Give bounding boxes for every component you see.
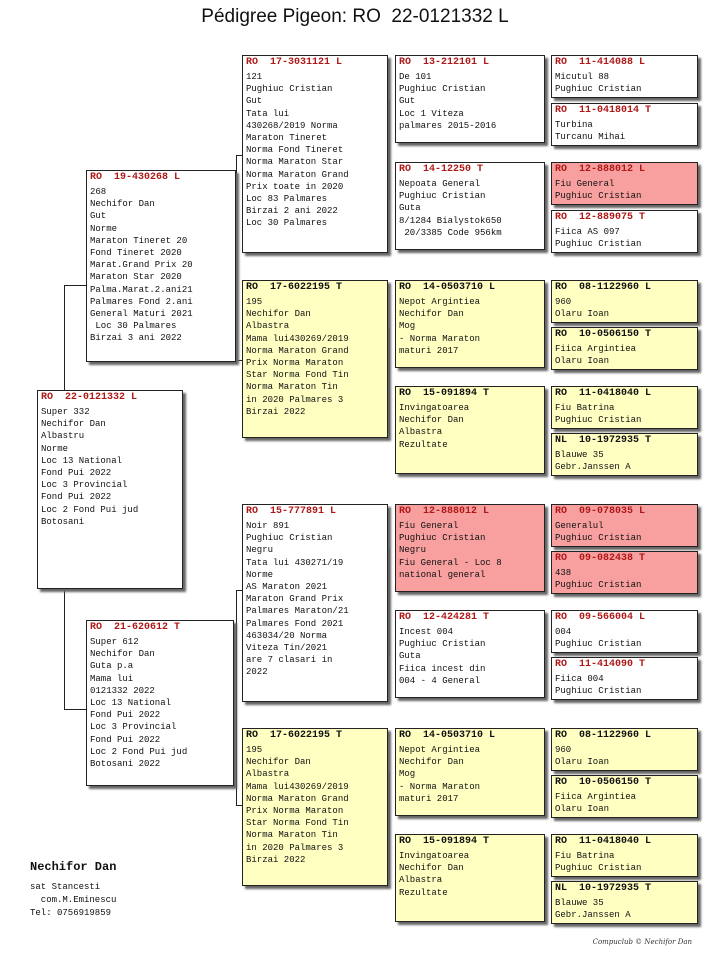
- ring-number: RO 08-1122960 L: [555, 730, 652, 741]
- ring-number: RO 09-078035 L: [555, 506, 646, 517]
- ring-number: RO 11-414088 L: [555, 57, 646, 68]
- info-line: Pughiuc Cristian: [555, 239, 642, 250]
- info-line: Prix Norma Maraton: [246, 806, 344, 817]
- ring-number: RO 15-091894 T: [399, 388, 490, 399]
- info-line: Norme: [41, 443, 69, 454]
- info-line: 195: [246, 297, 263, 307]
- ring-number: RO 14-12250 T: [399, 164, 484, 175]
- info-line: Birzai 2022: [246, 854, 306, 865]
- subject-pigeon-box[interactable]: [37, 390, 183, 589]
- info-line: Fond Pui 2022: [90, 710, 161, 721]
- ring-number: RO 09-082438 T: [555, 553, 646, 564]
- info-line: De 101: [399, 72, 432, 82]
- info-line: Loc 3 Provincial: [41, 480, 128, 491]
- ancestor-box-gen4[interactable]: [551, 55, 698, 98]
- ancestor-box-gen4[interactable]: [551, 551, 698, 594]
- ancestor-box-gen3[interactable]: [395, 728, 545, 816]
- info-line: Norma Maraton Star: [246, 157, 344, 168]
- dam-dam-box[interactable]: [242, 728, 388, 886]
- info-line: Pughiuc Cristian: [555, 863, 642, 874]
- ring-number: RO 11-414090 T: [555, 659, 646, 670]
- info-line: Mama lui: [90, 673, 134, 684]
- info-line: Maraton Tineret 20: [90, 235, 188, 246]
- info-line: Guta: [399, 651, 421, 662]
- info-line: Generalul: [555, 521, 604, 531]
- info-line: Norma Maraton Tin: [246, 830, 338, 841]
- ancestor-box-gen4[interactable]: [551, 386, 698, 429]
- connector-line: [389, 328, 390, 436]
- info-line: Albastra: [399, 427, 443, 438]
- info-line: Negru: [246, 545, 274, 556]
- ring-number: RO 10-0506150 T: [555, 329, 652, 340]
- info-line: Rezultate: [399, 887, 448, 898]
- info-line: Mama lui430269/2019: [246, 333, 349, 344]
- info-line: Fiu General - Loc 8: [399, 557, 502, 568]
- ancestor-box-gen4[interactable]: [551, 327, 698, 370]
- info-line: Viteza Tin/2021: [246, 643, 328, 654]
- ancestor-box-gen4[interactable]: [551, 280, 698, 323]
- ancestor-box-gen4[interactable]: [551, 162, 698, 205]
- sire-dam-box[interactable]: [242, 280, 388, 438]
- ancestor-box-gen4[interactable]: [551, 881, 698, 924]
- info-line: Fiu Batrina: [555, 851, 615, 861]
- info-line: Blauwe 35: [555, 450, 604, 460]
- info-line: Pughiuc Cristian: [399, 639, 486, 650]
- ring-number: RO 12-424281 T: [399, 612, 490, 623]
- info-line: Fond Pui 2022: [41, 492, 112, 503]
- breeder-name: Nechifor Dan: [30, 860, 117, 874]
- info-line: Albastra: [246, 321, 290, 332]
- info-line: Incest 004: [399, 627, 454, 637]
- info-line: Palmares Maraton/21: [246, 606, 349, 617]
- info-line: Pughiuc Cristian: [399, 533, 486, 544]
- connector-line: [389, 548, 390, 656]
- ancestor-box-gen4[interactable]: [551, 834, 698, 877]
- info-line: Nechifor Dan: [399, 415, 464, 426]
- info-line: in 2020 Palmares 3: [246, 842, 344, 853]
- info-line: Invingatoarea: [399, 851, 470, 861]
- ring-number: RO 11-0418040 L: [555, 388, 652, 399]
- info-line: Turcanu Mihai: [555, 132, 626, 143]
- info-line: Gebr.Janssen A: [555, 910, 631, 921]
- info-line: Norma Fond Tineret: [246, 145, 344, 156]
- ancestor-box-gen3[interactable]: [395, 55, 545, 143]
- info-line: Fond Pui 2022: [90, 734, 161, 745]
- info-line: Fiica Argintiea: [555, 792, 637, 802]
- info-line: Pughiuc Cristian: [555, 415, 642, 426]
- ring-number: RO 14-0503710 L: [399, 282, 496, 293]
- ring-number: NL 10-1972935 T: [555, 435, 652, 446]
- info-line: Guta: [399, 203, 421, 214]
- info-line: Invingatoarea: [399, 403, 470, 413]
- dam-box[interactable]: [86, 620, 234, 786]
- info-line: Prix Norma Maraton: [246, 358, 344, 369]
- info-line: Pughiuc Cristian: [399, 84, 486, 95]
- info-line: are 7 clasari in: [246, 655, 333, 666]
- ring-number: RO 21-620612 T: [90, 622, 181, 633]
- ring-number: RO 11-0418040 L: [555, 836, 652, 847]
- ancestor-box-gen3[interactable]: [395, 504, 545, 592]
- ring-number: RO 12-888012 L: [399, 506, 490, 517]
- ring-number: RO 12-888012 L: [555, 164, 646, 175]
- info-line: Fiica 004: [555, 674, 604, 684]
- info-line: Botosani 2022: [90, 759, 161, 770]
- info-line: Loc 13 National: [90, 698, 172, 709]
- breeder-address: com.M.Eminescu: [30, 895, 117, 905]
- connector-line: [389, 772, 390, 880]
- info-line: Birzai 2022: [246, 406, 306, 417]
- ancestor-box-gen4[interactable]: [551, 610, 698, 653]
- ring-number: RO 22-0121332 L: [41, 392, 138, 403]
- info-line: Pughiuc Cristian: [555, 533, 642, 544]
- ring-number: RO 13-212101 L: [399, 57, 490, 68]
- info-line: 463034/20 Norma: [246, 630, 328, 641]
- info-line: Pughiuc Cristian: [246, 533, 333, 544]
- info-line: Fiu General: [399, 521, 459, 531]
- info-line: Loc 2 Fond Pui jud: [41, 504, 139, 515]
- info-line: AS Maraton 2021: [246, 582, 328, 593]
- ancestor-box-gen4[interactable]: [551, 103, 698, 146]
- info-line: Blauwe 35: [555, 898, 604, 908]
- info-line: Palma.Marat.2.ani21: [90, 284, 193, 295]
- info-line: Nechifor Dan: [399, 757, 464, 768]
- ring-number: RO 11-0418014 T: [555, 105, 652, 116]
- info-line: Nepoata General: [399, 179, 481, 189]
- ring-number: NL 10-1972935 T: [555, 883, 652, 894]
- software-credit: Compuclub © Nechifor Dan: [592, 938, 692, 946]
- ancestor-box-gen4[interactable]: [551, 775, 698, 818]
- info-line: maturi 2017: [399, 345, 459, 356]
- info-line: Olaru Ioan: [555, 309, 610, 320]
- info-line: Fiica Argintiea: [555, 344, 637, 354]
- connector-line: [389, 100, 390, 200]
- info-line: Palmares Fond 2.ani: [90, 296, 193, 307]
- info-line: Fiica AS 097: [555, 227, 620, 237]
- ancestor-box-gen4[interactable]: [551, 504, 698, 547]
- info-line: Negru: [399, 545, 427, 556]
- ring-number: RO 14-0503710 L: [399, 730, 496, 741]
- info-line: 268: [90, 187, 107, 197]
- ancestor-box-gen3[interactable]: [395, 610, 545, 698]
- connector-line: [236, 590, 237, 805]
- info-line: Loc 3 Provincial: [90, 722, 177, 733]
- info-line: 438: [555, 568, 572, 578]
- info-line: Pughiuc Cristian: [399, 191, 486, 202]
- info-line: - Norma Maraton: [399, 781, 481, 792]
- info-line: Gut: [246, 96, 263, 107]
- info-line: Nechifor Dan: [90, 199, 155, 210]
- info-line: Pughiuc Cristian: [555, 191, 642, 202]
- info-line: Pughiuc Cristian: [555, 580, 642, 591]
- ring-number: RO 17-6022195 T: [246, 730, 343, 741]
- info-line: Tata lui: [246, 108, 290, 119]
- info-line: Maraton Tineret: [246, 133, 328, 144]
- ancestor-box-gen3[interactable]: [395, 162, 545, 250]
- info-line: Mog: [399, 321, 416, 332]
- info-line: 2022: [246, 667, 268, 678]
- info-line: Botosani: [41, 516, 85, 527]
- info-line: Micutul 88: [555, 72, 610, 82]
- info-line: 195: [246, 745, 263, 755]
- info-line: Fiu Batrina: [555, 403, 615, 413]
- info-line: Prix toate in 2020: [246, 181, 344, 192]
- info-line: Star Norma Fond Tin: [246, 818, 349, 829]
- info-line: - Norma Maraton: [399, 333, 481, 344]
- info-line: Super 332: [41, 407, 90, 417]
- info-line: Birzai 2 ani 2022: [246, 206, 338, 217]
- info-line: Nechifor Dan: [246, 757, 311, 768]
- info-line: Pughiuc Cristian: [555, 84, 642, 95]
- info-line: 004: [555, 627, 572, 637]
- ring-number: RO 12-889075 T: [555, 212, 646, 223]
- info-line: Loc 83 Palmares: [246, 194, 328, 205]
- ancestor-box-gen3[interactable]: [395, 834, 545, 922]
- ring-number: RO 17-6022195 T: [246, 282, 343, 293]
- info-line: Super 612: [90, 637, 139, 647]
- info-line: Rezultate: [399, 439, 448, 450]
- page-title: Pédigree Pigeon: RO 22-0121332 L: [201, 6, 509, 27]
- ancestor-box-gen3[interactable]: [395, 386, 545, 474]
- sire-box[interactable]: [86, 170, 236, 362]
- info-line: Loc 30 Palmares: [90, 321, 177, 332]
- info-line: palmares 2015-2016: [399, 120, 497, 131]
- info-line: General Maturi 2021: [90, 309, 193, 320]
- ring-number: RO 15-091894 T: [399, 836, 490, 847]
- breeder-address: sat Stancesti: [30, 882, 101, 892]
- info-line: Guta p.a: [90, 661, 134, 672]
- info-line: Pughiuc Cristian: [246, 84, 333, 95]
- info-line: national general: [399, 569, 486, 580]
- ancestor-box-gen4[interactable]: [551, 433, 698, 476]
- info-line: Gut: [399, 96, 416, 107]
- info-line: Nepot Argintiea: [399, 297, 481, 307]
- info-line: Norme: [246, 569, 274, 580]
- info-line: Norma Maraton Grand: [246, 169, 349, 180]
- info-line: Tata lui 430271/19: [246, 557, 344, 568]
- info-line: Loc 13 National: [41, 455, 123, 466]
- info-line: 0121332 2022: [90, 685, 155, 696]
- connector-line: [236, 155, 237, 360]
- ancestor-box-gen3[interactable]: [395, 280, 545, 368]
- info-line: Gut: [90, 211, 107, 222]
- info-line: Maraton Star 2020: [90, 272, 182, 283]
- info-line: Nechifor Dan: [41, 419, 106, 430]
- info-line: 430268/2019 Norma: [246, 120, 338, 131]
- info-line: Nechifor Dan: [399, 309, 464, 320]
- connector-line: [64, 285, 86, 286]
- info-line: 960: [555, 745, 572, 755]
- info-line: Birzai 3 ani 2022: [90, 333, 182, 344]
- info-line: Maraton Grand Prix: [246, 594, 344, 605]
- sire-sire-box[interactable]: [242, 55, 388, 253]
- info-line: Nechifor Dan: [246, 309, 311, 320]
- ancestor-box-gen4[interactable]: [551, 210, 698, 253]
- dam-sire-box[interactable]: [242, 504, 388, 702]
- info-line: Norma Maraton Grand: [246, 345, 349, 356]
- ring-number: RO 09-566004 L: [555, 612, 646, 623]
- info-line: 20/3385 Code 956km: [399, 227, 502, 238]
- info-line: 8/1284 Bialystok650: [399, 215, 502, 226]
- info-line: 004 - 4 General: [399, 675, 481, 686]
- info-line: Albastra: [399, 875, 443, 886]
- info-line: Norma Maraton Grand: [246, 793, 349, 804]
- info-line: in 2020 Palmares 3: [246, 394, 344, 405]
- info-line: Fond Pui 2022: [41, 468, 112, 479]
- info-line: Norma Maraton Tin: [246, 382, 338, 393]
- info-line: Fiica incest din: [399, 663, 486, 674]
- ancestor-box-gen4[interactable]: [551, 657, 698, 700]
- ring-number: RO 10-0506150 T: [555, 777, 652, 788]
- info-line: Loc 30 Palmares: [246, 218, 328, 229]
- info-line: 960: [555, 297, 572, 307]
- info-line: Noir 891: [246, 521, 290, 531]
- info-line: Gebr.Janssen A: [555, 462, 631, 473]
- info-line: Albastra: [246, 769, 290, 780]
- info-line: Olaru Ioan: [555, 804, 610, 815]
- info-line: Mama lui430269/2019: [246, 781, 349, 792]
- info-line: Nepot Argintiea: [399, 745, 481, 755]
- info-line: Albastru: [41, 431, 85, 442]
- info-line: Marat.Grand Prix 20: [90, 260, 193, 271]
- connector-line: [64, 709, 86, 710]
- breeder-phone: Tel: 0756919859: [30, 908, 112, 918]
- info-line: 121: [246, 72, 263, 82]
- info-line: Palmares Fond 2021: [246, 618, 344, 629]
- info-line: maturi 2017: [399, 793, 459, 804]
- ring-number: RO 15-777891 L: [246, 506, 337, 517]
- connector-line: [64, 285, 65, 390]
- ancestor-box-gen4[interactable]: [551, 728, 698, 771]
- info-line: Star Norma Fond Tin: [246, 370, 349, 381]
- info-line: Nechifor Dan: [399, 863, 464, 874]
- info-line: Fiu General: [555, 179, 615, 189]
- info-line: Pughiuc Cristian: [555, 686, 642, 697]
- info-line: Norme: [90, 223, 118, 234]
- info-line: Fond Tineret 2020: [90, 248, 182, 259]
- info-line: Olaru Ioan: [555, 356, 610, 367]
- connector-line: [64, 589, 65, 709]
- info-line: Loc 2 Fond Pui jud: [90, 746, 188, 757]
- ring-number: RO 17-3031121 L: [246, 57, 343, 68]
- info-line: Loc 1 Viteza: [399, 108, 464, 119]
- info-line: Mog: [399, 769, 416, 780]
- ring-number: RO 19-430268 L: [90, 172, 181, 183]
- info-line: Olaru Ioan: [555, 757, 610, 768]
- ring-number: RO 08-1122960 L: [555, 282, 652, 293]
- info-line: Turbina: [555, 120, 593, 130]
- info-line: Nechifor Dan: [90, 649, 155, 660]
- info-line: Pughiuc Cristian: [555, 639, 642, 650]
